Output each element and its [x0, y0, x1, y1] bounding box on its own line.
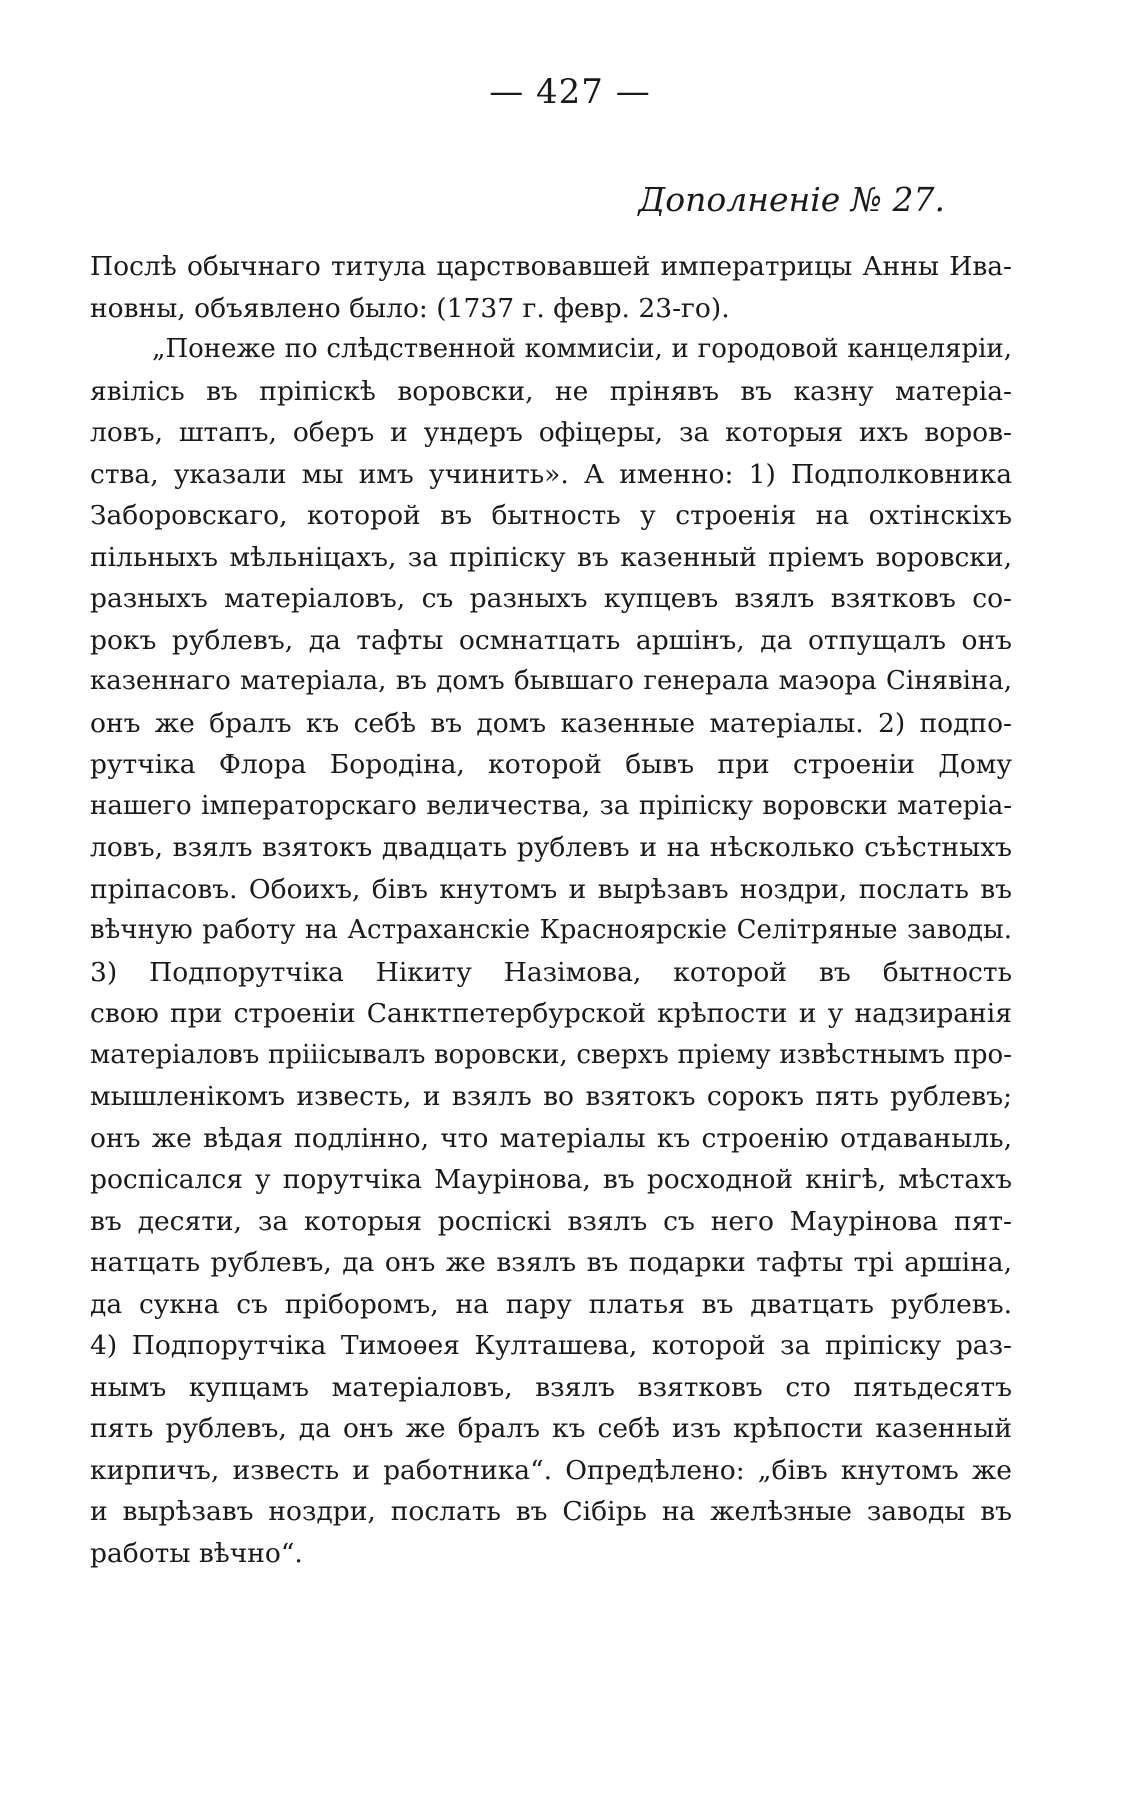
text-line: да сукна съ пріборомъ, на пару платья въ дватцать рублевъ. — [90, 1288, 1012, 1320]
text-line: роспісался у порутчіка Маурінова, въ росходной кнігѣ, мѣстахъ — [90, 1164, 1012, 1195]
text-line: онъ же бралъ къ себѣ въ домъ казенные матеріалы. 2) подпо- — [90, 707, 1012, 739]
text-line: ловъ, штапъ, оберъ и ундеръ офіцеры, за которыя ихъ воров- — [90, 417, 1012, 448]
body-text — [90, 246, 1012, 1574]
text-line: Послѣ обычнаго титула царствовавшей императрицы Анны Ива- — [90, 251, 1012, 282]
text-line: ловъ, взялъ взятокъ двадцать рублевъ и на нѣсколько съѣстныхъ — [90, 832, 1012, 863]
text-line: нымъ купцамъ матеріаловъ, взялъ взятковъ сто пятьдесятъ — [90, 1371, 1012, 1403]
text-line: ства, указали мы имъ учинить». А именно: 1) Подполковника — [90, 458, 1012, 490]
text-line: натцать рублевъ, да онъ же взялъ въ подарки тафты трі аршіна, — [90, 1247, 1012, 1278]
text-line: разныхъ матеріаловъ, съ разныхъ купцевъ взялъ взятковъ со- — [90, 583, 1012, 614]
text-line: нашего імператорскаго величества, за пріпіску воровски матеріа- — [90, 790, 1012, 821]
page-number: — 427 — — [489, 72, 651, 112]
text-line: 4) Подпорутчіка Тимоѳея Култашева, которой за пріпіску раз- — [90, 1330, 1012, 1361]
text-line: „Понеже по слѣдственной коммисіи, и городовой канцеляріи, — [152, 334, 1012, 364]
text-line: явілісь въ пріпіскѣ воровски, не прінявъ въ казну матеріа- — [90, 375, 1012, 407]
text-line: работы вѣчно“. — [90, 1537, 303, 1569]
text-line: мышленікомъ известь, и взялъ во взятокъ сорокъ пять рублевъ; — [90, 1081, 1012, 1112]
text-line: рокъ рублевъ, да тафты осмнатцать аршінъ, да отпущалъ онъ — [90, 624, 1012, 656]
text-line: пріпасовъ. Обоихъ, бівъ кнутомъ и вырѣзавъ ноздри, послать въ — [90, 873, 1012, 905]
text-line: и вырѣзавъ ноздри, послать въ Сібірь на желѣзные заводы въ — [90, 1496, 1012, 1527]
section-heading: Дополненіе № 27. — [638, 180, 945, 219]
text-line: пять рублевъ, да онъ же бралъ къ себѣ изъ крѣпости казенный — [90, 1413, 1012, 1444]
text-line: матеріаловъ прііісывалъ воровски, сверхъ пріему извѣстнымъ про- — [90, 1039, 1012, 1070]
text-line: свою при строеніи Санктпетербурской крѣпости и у надзиранія — [90, 998, 1012, 1029]
text-line: 3) Подпорутчіка Нікиту Назімова, которой въ бытность — [90, 956, 1012, 988]
text-line: онъ же вѣдая подлінно, что матеріалы къ строенію отдаваныль, — [90, 1122, 1012, 1154]
text-line: кирпичъ, известь и работника“. Опредѣлено: „бівъ кнутомъ же — [90, 1454, 1012, 1486]
text-line: пільныхъ мѣльніцахъ, за пріпіску въ казенный пріемъ воровски, — [90, 541, 1012, 573]
text-line: рутчіка Флора Бородіна, которой бывъ при строеніи Дому — [90, 749, 1012, 780]
text-line: новны, объявлено было: (1737 г. февр. 23-го). — [90, 292, 730, 324]
text-line: казеннаго матеріала, въ домъ бывшаго генерала маэора Сінявіна, — [90, 666, 1012, 696]
text-line: въ десяти, за которыя роспіскі взялъ съ него Маурінова пят- — [90, 1205, 1012, 1237]
text-line: Заборовскаго, которой въ бытность у строенія на охтінскіхъ — [90, 500, 1012, 531]
text-line: вѣчную работу на Астраханскіе Красноярскіе Селітряные заводы. — [90, 915, 1012, 945]
